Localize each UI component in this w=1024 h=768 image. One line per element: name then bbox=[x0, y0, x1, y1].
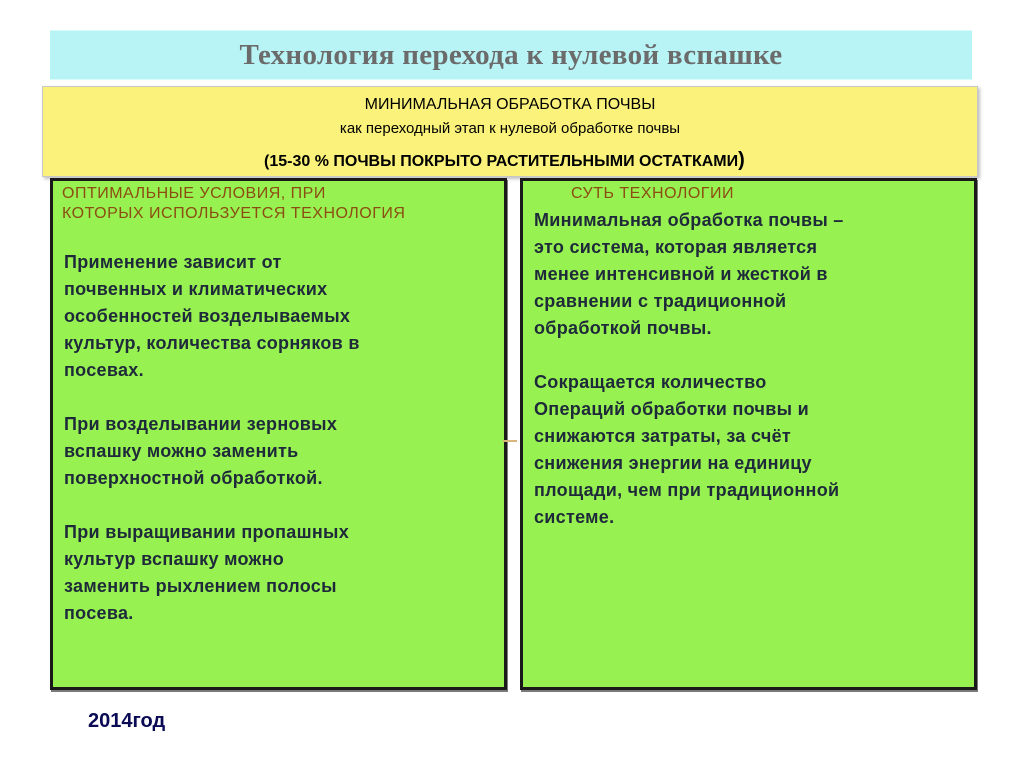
divider-mark bbox=[503, 440, 517, 442]
text-line: Минимальная обработка почвы – bbox=[534, 210, 844, 230]
text-line: поверхностной обработкой. bbox=[64, 468, 323, 488]
text-line: менее интенсивной и жесткой в bbox=[534, 264, 828, 284]
text-line: снижения энергии на единицу bbox=[534, 453, 812, 473]
text-line: снижаются затраты, за счёт bbox=[534, 426, 792, 446]
text-line: площади, чем при традиционной bbox=[534, 480, 840, 500]
text-line: Сокращается количество bbox=[534, 372, 767, 392]
text-line: посевах. bbox=[64, 360, 144, 380]
left-paragraph bbox=[64, 249, 489, 384]
text-line: культур, количества сорняков в bbox=[64, 333, 360, 353]
left-panel-heading-line: ОПТИМАЛЬНЫЕ УСЛОВИЯ, ПРИ bbox=[62, 185, 326, 202]
banner-note bbox=[264, 149, 745, 172]
left-panel-heading-line: КОТОРЫХ ИСПОЛЬЗУЕТСЯ ТЕХНОЛОГИЯ bbox=[62, 205, 406, 222]
banner-note-text: (15-30 % ПОЧВЫ ПОКРЫТО РАСТИТЕЛЬНЫМИ ОСТАТКАМИ bbox=[264, 153, 739, 170]
text-line: вспашку можно заменить bbox=[64, 441, 299, 461]
text-line: Применение зависит от bbox=[64, 252, 282, 272]
text-line: культур вспашку можно bbox=[64, 549, 285, 569]
slide-title: Технология перехода к нулевой вспашке bbox=[239, 39, 783, 71]
banner-box bbox=[42, 86, 978, 177]
text-line: сравнении с традиционной bbox=[534, 291, 787, 311]
left-paragraph bbox=[64, 411, 489, 492]
right-panel bbox=[520, 178, 977, 690]
text-line: системе. bbox=[534, 507, 615, 527]
right-paragraph bbox=[534, 369, 959, 531]
right-panel-body bbox=[534, 207, 959, 558]
text-line: это система, которая является bbox=[534, 237, 818, 257]
text-line: обработкой почвы. bbox=[534, 318, 712, 338]
left-panel-body bbox=[64, 249, 489, 654]
banner-heading: МИНИМАЛЬНАЯ ОБРАБОТКА ПОЧВЫ bbox=[364, 96, 656, 113]
title-bar bbox=[50, 30, 972, 80]
left-panel bbox=[50, 178, 507, 690]
text-line: почвенных и климатических bbox=[64, 279, 328, 299]
text-line: Операций обработки почвы и bbox=[534, 399, 809, 419]
text-line: особенностей возделываемых bbox=[64, 306, 351, 326]
right-panel-heading: СУТЬ ТЕХНОЛОГИИ bbox=[571, 185, 734, 202]
right-paragraph bbox=[534, 207, 959, 342]
banner-note-close: ) bbox=[738, 149, 745, 171]
year-label: 2014год bbox=[88, 710, 166, 732]
text-line: посева. bbox=[64, 603, 134, 623]
text-line: При выращивании пропашных bbox=[64, 522, 350, 542]
text-line: При возделывании зерновых bbox=[64, 414, 338, 434]
banner-subheading: как переходный этап к нулевой обработке почвы bbox=[339, 120, 681, 137]
left-panel-heading bbox=[62, 184, 405, 224]
text-line: заменить рыхлением полосы bbox=[64, 576, 337, 596]
left-paragraph bbox=[64, 519, 489, 627]
